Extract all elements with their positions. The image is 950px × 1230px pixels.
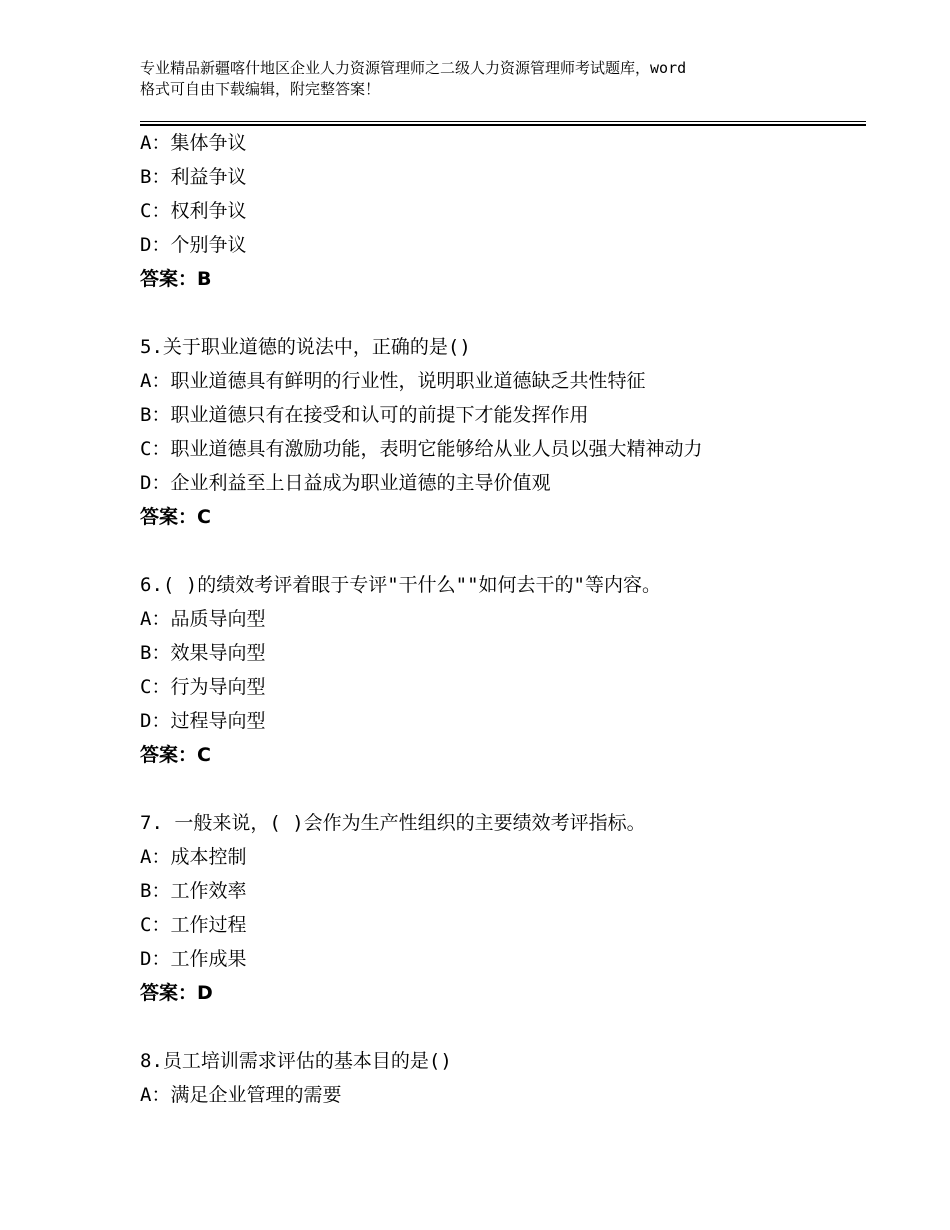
- option-d: D：工作成果: [140, 948, 247, 970]
- question-block: [140, 806, 850, 1010]
- option-d: D：企业利益至上日益成为职业道德的主导价值观: [140, 472, 551, 494]
- option-b: B：效果导向型: [140, 642, 266, 664]
- answer-label: 答案：D: [140, 982, 213, 1004]
- question-block: [140, 1044, 850, 1112]
- document-header: [140, 58, 840, 100]
- option-d: D：个别争议: [140, 234, 247, 256]
- option-b: B：职业道德只有在接受和认可的前提下才能发挥作用: [140, 404, 589, 426]
- question-block: [140, 126, 850, 296]
- spacer: [140, 296, 850, 330]
- question-text: 5.关于职业道德的说法中，正确的是(): [140, 336, 471, 358]
- option-c: C：行为导向型: [140, 676, 266, 698]
- question-list: [140, 126, 850, 1112]
- option-b: B：利益争议: [140, 166, 247, 188]
- option-a: A：成本控制: [140, 846, 247, 868]
- question-text: 6.( )的绩效考评着眼于专评"干什么""如何去干的"等内容。: [140, 574, 661, 596]
- option-b: B：工作效率: [140, 880, 247, 902]
- question-text: 8.员工培训需求评估的基本目的是(): [140, 1050, 452, 1072]
- header-divider-thin: [140, 121, 866, 122]
- question-block: [140, 568, 850, 772]
- option-a: A：职业道德具有鲜明的行业性，说明职业道德缺乏共性特征: [140, 370, 646, 392]
- header-line-1: 专业精品新疆喀什地区企业人力资源管理师之二级人力资源管理师考试题库，word: [140, 59, 687, 77]
- question-text: 7. 一般来说，( )会作为生产性组织的主要绩效考评指标。: [140, 812, 646, 834]
- question-block: [140, 330, 850, 534]
- option-c: C：权利争议: [140, 200, 247, 222]
- answer-label: 答案：C: [140, 744, 211, 766]
- option-c: C：工作过程: [140, 914, 247, 936]
- spacer: [140, 772, 850, 806]
- option-d: D：过程导向型: [140, 710, 266, 732]
- answer-label: 答案：C: [140, 506, 211, 528]
- spacer: [140, 534, 850, 568]
- option-c: C：职业道德具有激励功能，表明它能够给从业人员以强大精神动力: [140, 438, 703, 460]
- option-a: A：品质导向型: [140, 608, 266, 630]
- header-line-2: 格式可自由下载编辑，附完整答案！: [140, 80, 381, 98]
- answer-label: 答案：B: [140, 268, 212, 290]
- option-a: A：集体争议: [140, 132, 247, 154]
- spacer: [140, 1010, 850, 1044]
- option-a: A：满足企业管理的需要: [140, 1084, 342, 1106]
